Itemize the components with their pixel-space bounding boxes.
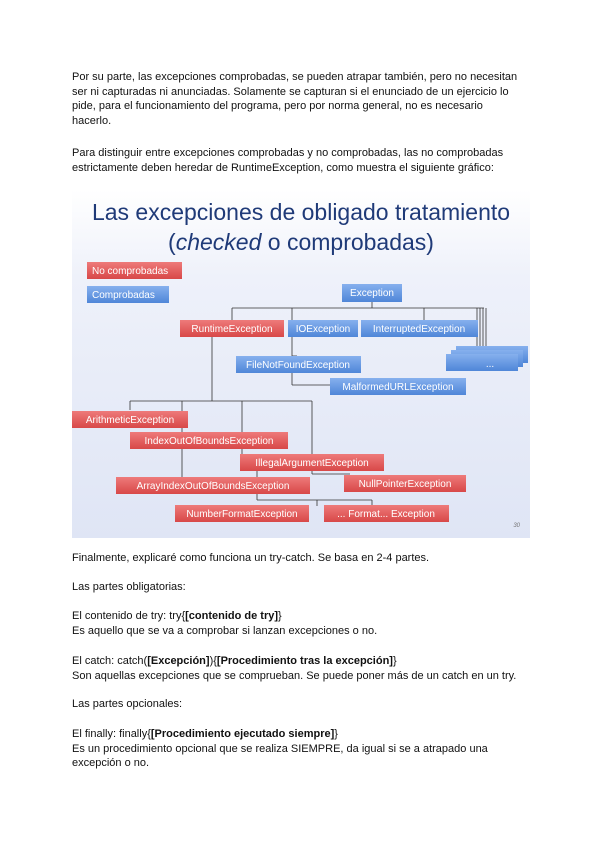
finally-prefix: El finally: finally{ xyxy=(72,728,151,740)
node-filenotfound-exception-label: FileNotFoundException xyxy=(246,360,350,371)
opcionales-heading: Las partes opcionales: xyxy=(72,698,183,710)
intro-paragraph-1 xyxy=(72,70,532,128)
catch-bold-procedure: [Procedimiento tras la excepción] xyxy=(216,655,393,667)
finally-section xyxy=(72,727,532,771)
node-runtime-exception-label: RuntimeException xyxy=(191,324,273,335)
node-numberformat-exception-label: NumberFormatException xyxy=(186,509,298,520)
try-description: Es aquello que se va a comprobar si lanzan excepciones o no. xyxy=(72,624,378,637)
finally-suffix: } xyxy=(334,728,338,740)
diagram-svg xyxy=(72,190,530,538)
slide-page-number: 30 xyxy=(513,523,520,529)
node-format-exception-label: ... Format... Exception xyxy=(337,509,435,520)
node-illegalargument-exception-label: IllegalArgumentException xyxy=(255,458,369,469)
node-exception-label: Exception xyxy=(350,288,394,299)
intro-p1-line-1: Por su parte, las excepciones comprobadas, se pueden atrapar también, pero no necesitan xyxy=(72,71,518,83)
catch-bold-exception: [Excepción] xyxy=(147,655,210,667)
try-section xyxy=(72,609,532,638)
exception-hierarchy-diagram xyxy=(72,190,530,538)
legend-unchecked-label: No comprobadas xyxy=(92,266,169,277)
catch-description: Son aquellas excepciones que se comprueban. Se puede poner más de un catch en un try. xyxy=(72,669,517,682)
finally-bold: [Procedimiento ejecutado siempre] xyxy=(150,728,335,740)
node-arrayindex-exception-label: ArrayIndexOutOfBoundsException xyxy=(136,481,290,492)
catch-section xyxy=(72,654,532,683)
intro-p1-line-3: pide, para el funcionamiento del programa, pero por norma general, no es necesario xyxy=(72,100,483,112)
node-arithmetic-exception-label: ArithmeticException xyxy=(85,415,175,426)
diagram-title-line-2 xyxy=(168,229,434,255)
catch-suffix: } xyxy=(392,655,397,667)
try-prefix: El contenido de try: try{ xyxy=(72,610,186,622)
try-bold: [contenido de try] xyxy=(185,610,279,622)
finally-description-line-1: Es un procedimiento opcional que se realiza SIEMPRE, da igual si se a atrapado una xyxy=(72,742,488,755)
intro-p1-line-4: hacerlo. xyxy=(72,114,112,127)
legend-checked-label: Comprobadas xyxy=(92,290,155,301)
finally-description-line-2: excepción o no. xyxy=(72,757,150,769)
diagram-title-line-1: Las excepciones de obligado tratamiento xyxy=(91,199,511,225)
node-stack-front xyxy=(446,354,518,371)
node-nullpointer-exception-label: NullPointerException xyxy=(358,479,452,490)
try-suffix: } xyxy=(278,610,282,622)
title-open-paren: ( xyxy=(168,229,176,255)
catch-prefix: El catch: catch( xyxy=(72,655,148,667)
obligatorias-heading: Las partes obligatorias: xyxy=(72,581,186,593)
node-ioexception-label: IOException xyxy=(295,324,351,335)
title-checked-word: checked xyxy=(175,229,262,255)
catch-mid: ){ xyxy=(209,655,217,667)
finalmente-paragraph: Finalmente, explicaré como funciona un try-catch. Se basa en 2-4 partes. xyxy=(72,552,430,564)
node-malformedurl-exception-label: MalformedURLException xyxy=(342,382,454,393)
intro-p1-line-2: ser ni capturadas ni anunciadas. Solamente se capturan si el enunciado de un ejercicio lo xyxy=(72,85,509,98)
intro-p2-line-1: Para distinguir entre excepciones comprobadas y no comprobadas, las no comprobadas xyxy=(72,147,504,159)
node-indexoutofbounds-exception-label: IndexOutOfBoundsException xyxy=(144,436,274,447)
title-rest: o comprobadas) xyxy=(261,229,434,255)
intro-paragraph-2 xyxy=(72,146,532,175)
intro-p2-line-2: estrictamente deben heredar de RuntimeException, como muestra el siguiente gráfico: xyxy=(72,161,494,174)
node-ellipsis-label: ... xyxy=(485,359,495,370)
node-interrupted-exception-label: InterruptedException xyxy=(372,324,466,335)
